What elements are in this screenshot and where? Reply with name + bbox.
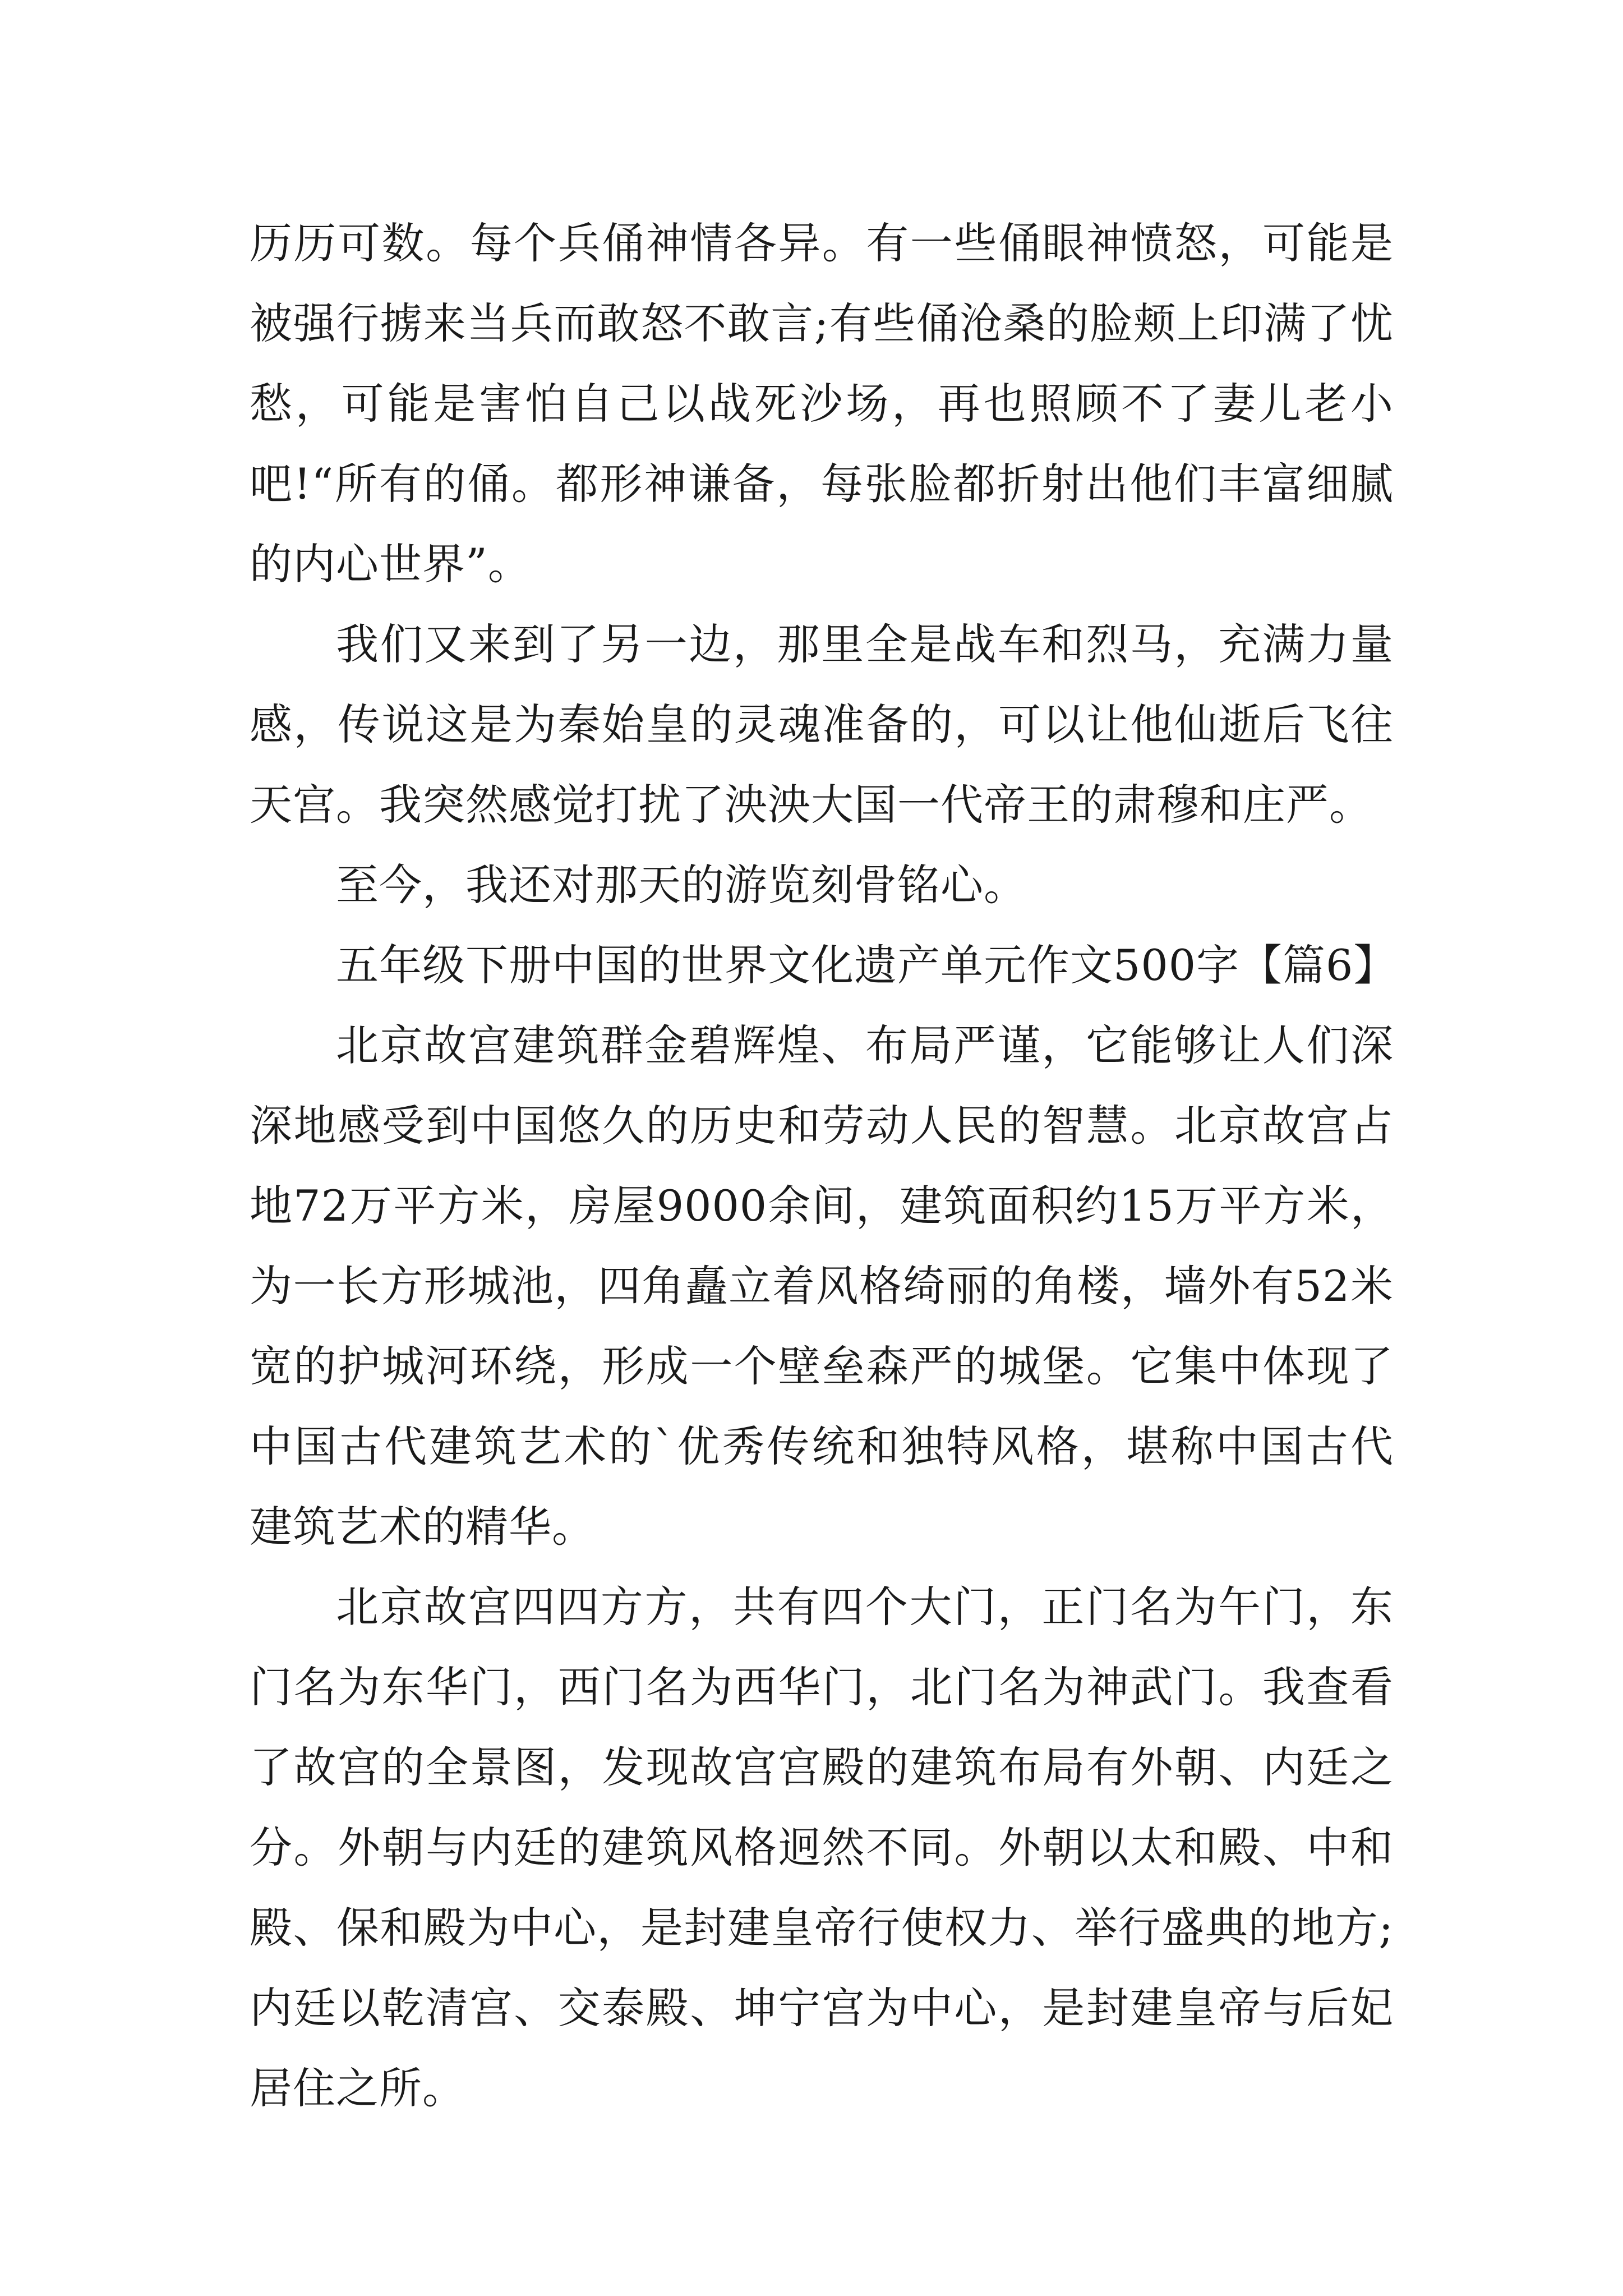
paragraph-4: 北京故宫建筑群金碧辉煌、布局严谨，它能够让人们深深地感受到中国悠久的历史和劳动人民的智慧。北京故宫占地72万平方米，房屋9000余间，建筑面积约15万平方米，为一长方形城池，四角矗立着风格绮丽的角楼，墙外有52米宽的护城河环绕，形成一个壁垒森严的城堡。它集中体现了中国古代建筑艺术的`优秀传统和独特风格，堪称中国古代建筑艺术的精华。 [250,1020,1394,1552]
section-heading: 五年级下册中国的世界文化遗产单元作文500字【篇6】 [336,940,1397,990]
paragraph-1: 历历可数。每个兵俑神情各异。有一些俑眼神愤怒，可能是被强行掳来当兵而敢怒不敢言;有些俑沧桑的脸颊上印满了忧愁，可能是害怕自己以战死沙场，再也照顾不了妻儿老小吧!“所有的俑。都形神谦备，每张脸都折射出他们丰富细腻的内心世界”。 [250,218,1394,589]
paragraph-5: 北京故宫四四方方，共有四个大门，正门名为午门，东门名为东华门，西门名为西华门，北门名为神武门。我查看了故宫的全景图，发现故宫宫殿的建筑布局有外朝、内廷之分。外朝与内廷的建筑风格迥然不同。外朝以太和殿、中和殿、保和殿为中心，是封建皇帝行使权力、举行盛典的地方;内廷以乾清宫、交泰殿、坤宁宫为中心，是封建皇帝与后妃居住之所。 [250,1582,1394,2113]
body-text [250,203,1397,2128]
paragraph-2: 我们又来到了另一边，那里全是战车和烈马，充满力量感，传说这是为秦始皇的灵魂准备的，可以让他仙逝后飞往天宫。我突然感觉打扰了泱泱大国一代帝王的肃穆和庄严。 [250,619,1394,830]
paragraph-3: 至今，我还对那天的游览刻骨铭心。 [336,860,1027,910]
